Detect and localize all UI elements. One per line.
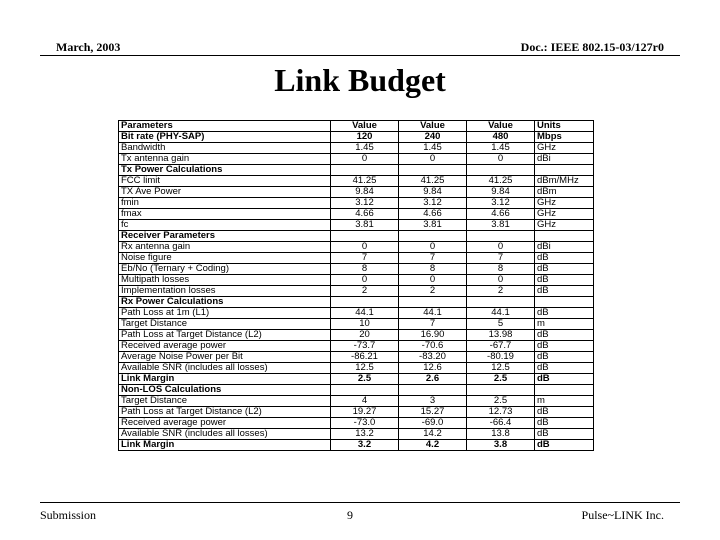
row-label: Link Margin bbox=[119, 374, 331, 385]
row-value-1: -73.0 bbox=[331, 418, 399, 429]
table-row bbox=[119, 308, 594, 319]
row-value-3: 5 bbox=[467, 319, 535, 330]
row-value-2: 240 bbox=[399, 132, 467, 143]
row-label: Received average power bbox=[119, 341, 331, 352]
row-unit: dB bbox=[535, 418, 594, 429]
row-label: Tx antenna gain bbox=[119, 154, 331, 165]
row-label: fmin bbox=[119, 198, 331, 209]
row-value-3 bbox=[467, 231, 535, 242]
row-value-1: 19.27 bbox=[331, 407, 399, 418]
row-value-1: 2 bbox=[331, 286, 399, 297]
row-unit bbox=[535, 165, 594, 176]
row-value-1: 0 bbox=[331, 242, 399, 253]
row-value-3: 2.5 bbox=[467, 396, 535, 407]
row-label: Link Margin bbox=[119, 440, 331, 451]
row-value-2: 3.12 bbox=[399, 198, 467, 209]
row-value-1: 3.12 bbox=[331, 198, 399, 209]
row-value-3: 13.98 bbox=[467, 330, 535, 341]
row-value-3: 0 bbox=[467, 242, 535, 253]
row-unit: GHz bbox=[535, 220, 594, 231]
header-value-1: Value bbox=[331, 121, 399, 132]
row-value-2 bbox=[399, 231, 467, 242]
row-value-1: 0 bbox=[331, 154, 399, 165]
row-value-2: 0 bbox=[399, 275, 467, 286]
table-row bbox=[119, 198, 594, 209]
row-label: Received average power bbox=[119, 418, 331, 429]
row-label: Receiver Parameters bbox=[119, 231, 331, 242]
row-unit: m bbox=[535, 319, 594, 330]
row-value-3 bbox=[467, 385, 535, 396]
row-unit: dB bbox=[535, 407, 594, 418]
table-row bbox=[119, 418, 594, 429]
table-row bbox=[119, 275, 594, 286]
row-value-1: 120 bbox=[331, 132, 399, 143]
row-value-3: 2 bbox=[467, 286, 535, 297]
row-label: Rx Power Calculations bbox=[119, 297, 331, 308]
row-value-1: 41.25 bbox=[331, 176, 399, 187]
row-value-2: 0 bbox=[399, 154, 467, 165]
row-unit: dB bbox=[535, 275, 594, 286]
table-row bbox=[119, 341, 594, 352]
row-value-1: 0 bbox=[331, 275, 399, 286]
row-value-2: 44.1 bbox=[399, 308, 467, 319]
row-value-3: 41.25 bbox=[467, 176, 535, 187]
row-value-2 bbox=[399, 165, 467, 176]
row-unit: dB bbox=[535, 264, 594, 275]
row-value-3: 4.66 bbox=[467, 209, 535, 220]
row-label: Implementation losses bbox=[119, 286, 331, 297]
page-number: 9 bbox=[347, 508, 353, 522]
row-value-2: -83.20 bbox=[399, 352, 467, 363]
row-value-2: -69.0 bbox=[399, 418, 467, 429]
table-section-row bbox=[119, 165, 594, 176]
row-value-1: 3.81 bbox=[331, 220, 399, 231]
table-row bbox=[119, 440, 594, 451]
row-value-2 bbox=[399, 297, 467, 308]
row-label: fmax bbox=[119, 209, 331, 220]
table-section-row bbox=[119, 231, 594, 242]
row-label: Target Distance bbox=[119, 396, 331, 407]
table-row bbox=[119, 330, 594, 341]
row-unit: dBm bbox=[535, 187, 594, 198]
row-unit: dB bbox=[535, 440, 594, 451]
row-value-1: 13.2 bbox=[331, 429, 399, 440]
table-row bbox=[119, 319, 594, 330]
row-unit: dBi bbox=[535, 242, 594, 253]
table-row bbox=[119, 209, 594, 220]
footer-company: Pulse~LINK Inc. bbox=[581, 508, 664, 522]
header-value-2: Value bbox=[399, 121, 467, 132]
row-value-3: -66.4 bbox=[467, 418, 535, 429]
row-value-2: -70.6 bbox=[399, 341, 467, 352]
row-value-2: 7 bbox=[399, 319, 467, 330]
footer-submission: Submission bbox=[40, 508, 97, 522]
row-value-1: 7 bbox=[331, 253, 399, 264]
header-date: March, 2003 bbox=[56, 40, 121, 54]
row-value-3: 44.1 bbox=[467, 308, 535, 319]
table-row bbox=[119, 286, 594, 297]
row-unit bbox=[535, 231, 594, 242]
row-value-2: 15.27 bbox=[399, 407, 467, 418]
row-value-2: 9.84 bbox=[399, 187, 467, 198]
slide-title: Link Budget bbox=[274, 62, 446, 98]
table-row bbox=[119, 396, 594, 407]
table-row bbox=[119, 429, 594, 440]
row-value-2: 16.90 bbox=[399, 330, 467, 341]
row-value-2: 1.45 bbox=[399, 143, 467, 154]
row-value-2: 12.6 bbox=[399, 363, 467, 374]
table-row bbox=[119, 176, 594, 187]
table-row bbox=[119, 352, 594, 363]
row-value-1: 4 bbox=[331, 396, 399, 407]
table-row bbox=[119, 253, 594, 264]
row-value-2: 4.66 bbox=[399, 209, 467, 220]
row-value-2: 41.25 bbox=[399, 176, 467, 187]
header-doc-id: Doc.: IEEE 802.15-03/127r0 bbox=[520, 40, 664, 54]
row-unit: dB bbox=[535, 253, 594, 264]
table-row bbox=[119, 363, 594, 374]
table-row bbox=[119, 132, 594, 143]
row-value-1: 1.45 bbox=[331, 143, 399, 154]
table-row bbox=[119, 407, 594, 418]
footer-divider bbox=[40, 502, 680, 503]
row-value-3: 9.84 bbox=[467, 187, 535, 198]
row-label: Target Distance bbox=[119, 319, 331, 330]
row-value-1: -73.7 bbox=[331, 341, 399, 352]
row-value-2: 2 bbox=[399, 286, 467, 297]
table-header-row bbox=[119, 121, 594, 132]
row-label: Available SNR (includes all losses) bbox=[119, 429, 331, 440]
table-section-row bbox=[119, 297, 594, 308]
row-unit: dBi bbox=[535, 154, 594, 165]
row-value-2: 14.2 bbox=[399, 429, 467, 440]
row-value-3: 8 bbox=[467, 264, 535, 275]
row-unit bbox=[535, 385, 594, 396]
row-value-1: 3.2 bbox=[331, 440, 399, 451]
row-label: Multipath losses bbox=[119, 275, 331, 286]
table-row bbox=[119, 143, 594, 154]
row-label: TX Ave Power bbox=[119, 187, 331, 198]
row-label: Eb/No (Ternary + Coding) bbox=[119, 264, 331, 275]
row-unit: GHz bbox=[535, 209, 594, 220]
row-value-3: 3.12 bbox=[467, 198, 535, 209]
row-unit: dB bbox=[535, 374, 594, 385]
table-row bbox=[119, 264, 594, 275]
row-value-2: 3.81 bbox=[399, 220, 467, 231]
row-label: fc bbox=[119, 220, 331, 231]
row-unit: dB bbox=[535, 363, 594, 374]
row-value-3: 480 bbox=[467, 132, 535, 143]
row-value-2: 2.6 bbox=[399, 374, 467, 385]
header-parameters: Parameters bbox=[119, 121, 331, 132]
row-label: Path Loss at 1m (L1) bbox=[119, 308, 331, 319]
row-value-2: 4.2 bbox=[399, 440, 467, 451]
row-value-1 bbox=[331, 165, 399, 176]
table-row bbox=[119, 187, 594, 198]
table-body bbox=[119, 132, 594, 451]
row-value-3: 3.8 bbox=[467, 440, 535, 451]
row-value-1: 9.84 bbox=[331, 187, 399, 198]
row-unit: dB bbox=[535, 286, 594, 297]
row-value-3: 2.5 bbox=[467, 374, 535, 385]
row-value-1: 10 bbox=[331, 319, 399, 330]
header-units: Units bbox=[535, 121, 594, 132]
row-value-3 bbox=[467, 165, 535, 176]
row-value-1: 2.5 bbox=[331, 374, 399, 385]
row-value-3: 3.81 bbox=[467, 220, 535, 231]
row-unit: dB bbox=[535, 341, 594, 352]
row-unit: Mbps bbox=[535, 132, 594, 143]
row-value-1 bbox=[331, 297, 399, 308]
row-label: Average Noise Power per Bit bbox=[119, 352, 331, 363]
row-label: Bandwidth bbox=[119, 143, 331, 154]
row-unit: dBm/MHz bbox=[535, 176, 594, 187]
row-unit: dB bbox=[535, 429, 594, 440]
row-label: Rx antenna gain bbox=[119, 242, 331, 253]
table-section-row bbox=[119, 385, 594, 396]
row-label: Bit rate (PHY-SAP) bbox=[119, 132, 331, 143]
row-value-3: -80.19 bbox=[467, 352, 535, 363]
row-unit: dB bbox=[535, 352, 594, 363]
row-value-3: 12.5 bbox=[467, 363, 535, 374]
row-unit bbox=[535, 297, 594, 308]
row-unit: dB bbox=[535, 330, 594, 341]
row-label: Path Loss at Target Distance (L2) bbox=[119, 407, 331, 418]
row-value-3: 12.73 bbox=[467, 407, 535, 418]
row-value-1: 44.1 bbox=[331, 308, 399, 319]
row-value-1 bbox=[331, 385, 399, 396]
row-value-2: 0 bbox=[399, 242, 467, 253]
row-value-3: 13.8 bbox=[467, 429, 535, 440]
row-value-3: 0 bbox=[467, 154, 535, 165]
row-value-1 bbox=[331, 231, 399, 242]
link-budget-table bbox=[118, 120, 594, 451]
row-value-1: 8 bbox=[331, 264, 399, 275]
table-row bbox=[119, 242, 594, 253]
header-divider bbox=[40, 55, 680, 56]
row-value-3: 1.45 bbox=[467, 143, 535, 154]
row-label: Non-LOS Calculations bbox=[119, 385, 331, 396]
row-value-1: 4.66 bbox=[331, 209, 399, 220]
row-value-3 bbox=[467, 297, 535, 308]
table-row bbox=[119, 154, 594, 165]
row-label: Path Loss at Target Distance (L2) bbox=[119, 330, 331, 341]
row-unit: GHz bbox=[535, 198, 594, 209]
row-label: Tx Power Calculations bbox=[119, 165, 331, 176]
table-row bbox=[119, 220, 594, 231]
row-value-2: 3 bbox=[399, 396, 467, 407]
row-value-3: -67.7 bbox=[467, 341, 535, 352]
row-unit: GHz bbox=[535, 143, 594, 154]
row-unit: dB bbox=[535, 308, 594, 319]
row-value-2 bbox=[399, 385, 467, 396]
row-label: Noise figure bbox=[119, 253, 331, 264]
row-value-3: 7 bbox=[467, 253, 535, 264]
row-value-2: 8 bbox=[399, 264, 467, 275]
row-unit: m bbox=[535, 396, 594, 407]
row-value-1: 20 bbox=[331, 330, 399, 341]
row-value-3: 0 bbox=[467, 275, 535, 286]
table-row bbox=[119, 374, 594, 385]
row-label: Available SNR (includes all losses) bbox=[119, 363, 331, 374]
header-value-3: Value bbox=[467, 121, 535, 132]
row-value-1: -86.21 bbox=[331, 352, 399, 363]
row-value-1: 12.5 bbox=[331, 363, 399, 374]
row-value-2: 7 bbox=[399, 253, 467, 264]
row-label: FCC limit bbox=[119, 176, 331, 187]
